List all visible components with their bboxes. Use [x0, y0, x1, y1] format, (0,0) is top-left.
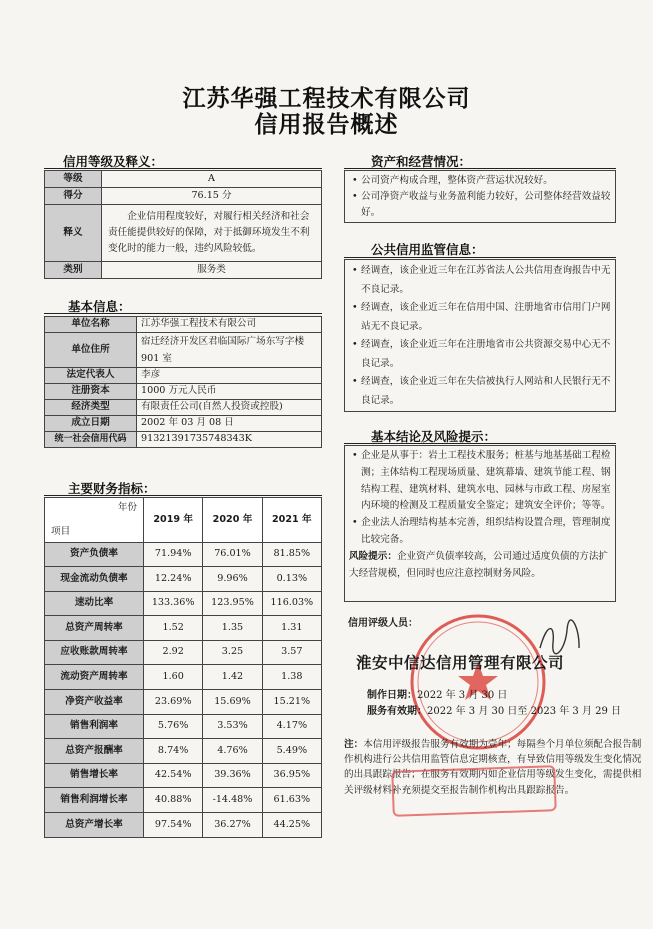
- list-item: • 公司资产构成合理，整体资产营运状况较好。: [349, 173, 611, 189]
- table-row: [45, 333, 322, 368]
- divider: [44, 168, 322, 169]
- info-value: 有限责任公司(自然人投资或控股): [137, 400, 322, 416]
- indicator-value: -14.48%: [203, 788, 262, 813]
- list-item: • 公司净资产收益与业务盈利能力较好，公司整体经营效益较好。: [349, 189, 611, 221]
- indicator-value: 5.49%: [262, 739, 321, 764]
- list-item: • 企业是从事于：岩土工程技术服务；桩基与地基基础工程检测；主体结构工程现场质量、建筑幕墙、建筑节能工程、钢结构工程、建筑材料、建筑水电、园林与市政工程、房屋室内环境的检测及工程质量安全鉴定；建筑安全评价；等等。: [349, 448, 611, 515]
- table-row: [45, 205, 322, 262]
- indicator-label: 净资产收益率: [45, 689, 144, 714]
- financial-table: [44, 497, 322, 838]
- divider: [44, 495, 322, 496]
- indicator-value: 15.69%: [203, 689, 262, 714]
- indicator-value: 1.38: [262, 665, 321, 690]
- table-row: [45, 689, 322, 714]
- indicator-value: 1.35: [203, 616, 262, 641]
- divider: [44, 313, 322, 314]
- rectangular-stamp: [391, 765, 557, 817]
- made-label: 制作日期：: [367, 690, 417, 701]
- table-row: [45, 616, 322, 641]
- conclusion-box: [344, 445, 616, 602]
- indicator-value: 2.92: [144, 640, 203, 665]
- info-label: 经济类型: [45, 400, 137, 416]
- table-row: [45, 262, 322, 279]
- indicator-value: 36.27%: [203, 812, 262, 837]
- indicator-value: 1.60: [144, 665, 203, 690]
- indicator-value: 42.54%: [144, 763, 203, 788]
- basic-info-table: [44, 316, 322, 448]
- grade-heading: 信用等级及释义：: [63, 154, 164, 169]
- indicator-value: 4.17%: [262, 714, 321, 739]
- info-value: 91321391735748343K: [137, 432, 322, 448]
- report-title: 信用报告概述: [254, 112, 399, 138]
- header-year-label: 年份: [117, 502, 137, 513]
- supervision-heading: 公共信用监管信息：: [371, 242, 484, 257]
- indicator-label: 销售利润增长率: [45, 788, 144, 813]
- made-value: 2022 年 3 月 30 日: [417, 690, 508, 701]
- table-row: [45, 714, 322, 739]
- indicator-value: 3.53%: [203, 714, 262, 739]
- table-row: [45, 763, 322, 788]
- table-row: [45, 416, 322, 432]
- list-item: • 经调查，该企业近三年在信用中国、注册地省市信用门户网站无不良记录。: [349, 299, 611, 336]
- risk-label: 风险提示：: [349, 550, 397, 562]
- indicator-value: 12.24%: [144, 567, 203, 592]
- indicator-value: 1.52: [144, 616, 203, 641]
- indicator-value: 97.54%: [144, 812, 203, 837]
- score-label: 得分: [45, 188, 102, 205]
- risk-paragraph: [349, 549, 611, 583]
- divider: [344, 443, 616, 444]
- table-row: [45, 317, 322, 333]
- info-label: 单位住所: [45, 333, 137, 368]
- table-row: [45, 432, 322, 448]
- category-value: 服务类: [102, 262, 322, 279]
- indicator-label: 总资产报酬率: [45, 739, 144, 764]
- divider: [344, 257, 616, 258]
- table-row: [45, 188, 322, 205]
- meaning-label: 释义: [45, 205, 102, 262]
- assets-box: [344, 170, 616, 223]
- table-row: [45, 812, 322, 837]
- info-value: 宿迁经济开发区君临国际广场东写字楼 901 室: [137, 333, 322, 368]
- indicator-value: 3.25: [203, 640, 262, 665]
- indicator-value: 123.95%: [203, 591, 262, 616]
- indicator-label: 总资产周转率: [45, 616, 144, 641]
- category-label: 类别: [45, 262, 102, 279]
- indicator-value: 76.01%: [203, 543, 262, 567]
- table-row: [45, 739, 322, 764]
- indicator-value: 39.36%: [203, 763, 262, 788]
- year-header: 2019 年: [144, 498, 203, 543]
- table-row: [45, 567, 322, 592]
- info-label: 成立日期: [45, 416, 137, 432]
- indicator-value: 81.85%: [262, 543, 321, 567]
- year-header: 2021 年: [262, 498, 321, 543]
- header-item-label: 项目: [51, 525, 71, 537]
- list-item: • 企业法人治理结构基本完善，组织结构设置合理，管理制度比较完备。: [349, 515, 611, 549]
- info-label: 注册资本: [45, 384, 137, 400]
- table-row: [45, 400, 322, 416]
- indicator-value: 23.69%: [144, 689, 203, 714]
- table-row: [45, 384, 322, 400]
- indicator-value: 40.88%: [144, 788, 203, 813]
- table-row: [45, 788, 322, 813]
- list-item: • 经调查，该企业近三年在江苏省法人公共信用查询报告中无不良记录。: [349, 262, 611, 299]
- indicator-label: 应收账款周转率: [45, 640, 144, 665]
- note-label: 注：: [344, 739, 364, 750]
- valid-period: [367, 702, 621, 717]
- indicator-value: 5.76%: [144, 714, 203, 739]
- score-value: 76.15 分: [102, 188, 322, 205]
- risk-text: 企业资产负债率较高，公司通过适度负债的方法扩大经营规模，但同时也应注意控制财务风险。: [349, 550, 609, 579]
- info-value: 江苏华强工程技术有限公司: [137, 317, 322, 333]
- info-value: 1000 万元人民币: [137, 384, 322, 400]
- indicator-label: 资产负债率: [45, 543, 144, 567]
- table-row: [45, 640, 322, 665]
- info-label: 统一社会信用代码: [45, 432, 137, 448]
- meaning-value: 企业信用程度较好，对履行相关经济和社会责任能提供较好的保障，对于抵御环境发生不利变化时的能力一般，违约风险较低。: [102, 205, 322, 262]
- indicator-value: 133.36%: [144, 591, 203, 616]
- indicator-value: 1.31: [262, 616, 321, 641]
- year-header: 2020 年: [203, 498, 262, 543]
- grade-table: [44, 170, 322, 279]
- financial-heading: 主要财务指标：: [68, 481, 156, 496]
- indicator-value: 4.76%: [203, 739, 262, 764]
- made-date: [367, 686, 507, 701]
- info-value: 2002 年 03 月 08 日: [137, 416, 322, 432]
- indicator-value: 0.13%: [262, 567, 321, 592]
- note-text: 本信用评级报告服务有效期为壹年；每隔叁个月单位须配合报告制作机构进行公共信用监管信息定期核查，有导致信用等级发生变化情况的出具跟踪报告；在服务有效期内如企业信用等级发生变化，需提供相关评级材料补充须提交至报告制作机构出具跟踪报告。: [344, 739, 642, 796]
- conclusion-heading: 基本结论及风险提示：: [371, 429, 497, 444]
- indicator-value: 61.63%: [262, 788, 321, 813]
- indicator-value: 44.25%: [262, 812, 321, 837]
- company-seal-stamp: [408, 612, 548, 752]
- indicator-label: 销售增长率: [45, 763, 144, 788]
- table-row: [45, 368, 322, 384]
- basic-info-heading: 基本信息：: [68, 299, 131, 314]
- indicator-label: 速动比率: [45, 591, 144, 616]
- indicator-value: 15.21%: [262, 689, 321, 714]
- indicator-label: 现金流动负债率: [45, 567, 144, 592]
- indicator-value: 116.03%: [262, 591, 321, 616]
- valid-value: 2022 年 3 月 30 日至 2023 年 3 月 29 日: [427, 706, 622, 717]
- diagonal-header-cell: [45, 498, 144, 543]
- indicator-value: 3.57: [262, 640, 321, 665]
- grade-value: A: [102, 171, 322, 188]
- supervision-box: [344, 259, 616, 412]
- indicator-value: 71.94%: [144, 543, 203, 567]
- table-header-row: [45, 498, 322, 543]
- indicator-label: 流动资产周转率: [45, 665, 144, 690]
- table-row: [45, 591, 322, 616]
- info-label: 单位名称: [45, 317, 137, 333]
- assets-heading: 资产和经营情况：: [371, 154, 472, 169]
- valid-label: 服务有效期：: [367, 706, 427, 717]
- table-row: [45, 171, 322, 188]
- agency-name: 淮安中信达信用管理有限公司: [356, 654, 565, 672]
- divider: [344, 168, 616, 169]
- indicator-label: 总资产增长率: [45, 812, 144, 837]
- indicator-value: 8.74%: [144, 739, 203, 764]
- indicator-value: 9.96%: [203, 567, 262, 592]
- table-row: [45, 543, 322, 567]
- indicator-label: 销售利润率: [45, 714, 144, 739]
- list-item: • 经调查，该企业近三年在失信被执行人网站和人民银行无不良记录。: [349, 373, 611, 410]
- table-row: [45, 665, 322, 690]
- indicator-value: 1.42: [203, 665, 262, 690]
- grade-label: 等级: [45, 171, 102, 188]
- info-value: 李彦: [137, 368, 322, 384]
- company-title: 江苏华强工程技术有限公司: [182, 86, 471, 112]
- indicator-value: 36.95%: [262, 763, 321, 788]
- info-label: 法定代表人: [45, 368, 137, 384]
- list-item: • 经调查，该企业近三年在注册地省市公共资源交易中心无不良记录。: [349, 336, 611, 373]
- rater-label: 信用评级人员：: [348, 618, 418, 629]
